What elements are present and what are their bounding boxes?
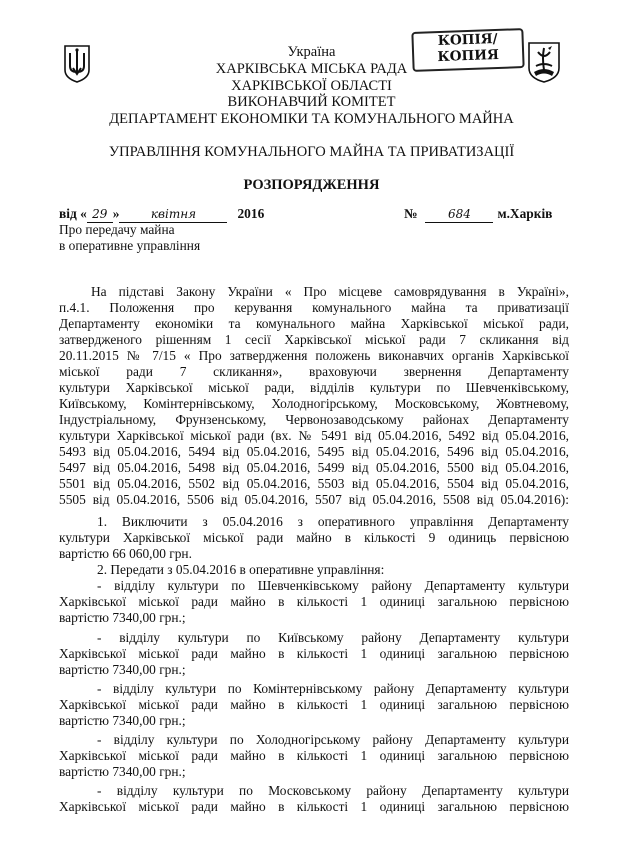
body-line: вартістю 7340,00 грн.; (59, 610, 186, 625)
body-line: п.4.1. Положення про керування комунального майна та приватизації (59, 300, 569, 315)
body-line: 5493 від 05.04.2016, 5494 від 05.04.2016, 5495 від 05.04.2016, 5496 від 05.04.2016, (59, 444, 569, 459)
body-line: 5505 від 05.04.2016, 5506 від 05.04.2016, 5507 від 05.04.2016, 5508 від 05.04.2016): (59, 492, 569, 507)
body-line: затвердженого рішенням 1 сесії Харківської міської ради 7 скликання від (59, 332, 569, 347)
body-line: вартістю 7340,00 грн.; (59, 662, 186, 677)
document-number: 684 (448, 207, 471, 221)
body-line: 2. Передати з 05.04.2016 в оперативне управління: (97, 562, 385, 577)
header-directorate: УПРАВЛІННЯ КОМУНАЛЬНОГО МАЙНА ТА ПРИВАТИЗАЦІЇ (108, 144, 515, 160)
body-line: культури Харківської міської ради, відділів культури по Шевченківському, (59, 380, 569, 395)
body-line: 5501 від 05.04.2016, 5502 від 05.04.2016, 5503 від 05.04.2016, 5504 від 05.04.2016, (59, 476, 569, 491)
body-line: - відділу культури по Шевченківському району Департаменту культури (97, 578, 569, 593)
header-country: Україна (287, 44, 336, 60)
body-line: 5497 від 05.04.2016, 5498 від 05.04.2016, 5499 від 05.04.2016, 5500 від 05.04.2016, (59, 460, 569, 475)
header-council: ХАРКІВСЬКА МІСЬКА РАДА (215, 61, 408, 77)
body-line: Харківської міської ради майно в кількості 1 одиниці загальною первісною (59, 594, 569, 609)
body-line: - відділу культури по Холодногірському району Департаменту культури (97, 732, 569, 747)
body-line: На підставі Закону України « Про місцеве самоврядування в Україні», (91, 284, 569, 299)
body-line: Департаменту економіки та комунального майна Харківської міської ради, (59, 316, 569, 331)
copy-stamp-line2: КОПИЯ (437, 46, 500, 66)
body-line: культури Харківської міської ради майно в кількості 9 одиниць первісною (59, 530, 569, 545)
body-line: культури Харківської міської ради (вх. № 5491 від 05.04.2016, 5492 від 05.04.2016, (59, 428, 569, 443)
date-year: 2016 (237, 206, 265, 221)
body-line: вартістю 66 060,00 грн. (59, 546, 192, 561)
copy-stamp-line1: КОПІЯ/ (437, 30, 498, 50)
body-line: - відділу культури по Московському району Департаменту культури (97, 783, 569, 798)
body-line: - відділу культури по Київському району Департаменту культури (97, 630, 569, 645)
date-line (59, 206, 264, 223)
body-line: вартістю 7340,00 грн.; (59, 713, 186, 728)
body-line: вартістю 7340,00 грн.; (59, 764, 186, 779)
body-line: 1. Виключити з 05.04.2016 з оперативного управління Департаменту (97, 514, 569, 529)
number-label: № (404, 206, 418, 221)
subject-line-2: в оперативне управління (59, 238, 201, 253)
body-line: Харківської міської ради майно в кількості 1 одиниці загальною первісною (59, 748, 569, 763)
body-line: міської ради 7 скликання», враховуючи звернення Департаменту (59, 364, 569, 379)
header-committee: ВИКОНАВЧИЙ КОМІТЕТ (227, 94, 396, 110)
body-line: 20.11.2015 № 7/15 « Про затвердження положень виконавчих органів Харківської (59, 348, 569, 363)
body-line: Харківської міської ради майно в кількості 1 одиниці загальною первісною (59, 697, 569, 712)
date-prefix: від « (59, 206, 87, 221)
number-line (404, 206, 552, 223)
body-line: - відділу культури по Комінтернівському району Департаменту культури (97, 681, 569, 696)
body-line: Київському, Комінтернівському, Холодногірському, Московському, Жовтневому, (59, 396, 569, 411)
header-department: ДЕПАРТАМЕНТ ЕКОНОМІКИ ТА КОМУНАЛЬНОГО МАЙНА (109, 111, 514, 127)
date-month: квітня (150, 207, 197, 221)
document-title: РОЗПОРЯДЖЕННЯ (243, 177, 380, 193)
body-line: Харківської міської ради майно в кількості 1 одиниці загальною первісною (59, 646, 569, 661)
header-region: ХАРКІВСЬКОЇ ОБЛАСТІ (231, 78, 392, 94)
date-sep: » (112, 206, 120, 221)
body-line: Харківської міської ради майно в кількості 1 одиниці загальною первісною (59, 799, 569, 814)
subject-line-1: Про передачу майна (59, 222, 175, 237)
city: м.Харків (497, 206, 553, 221)
body-line: Індустріальному, Фрунзенському, Червонозаводському районах Департаменту (59, 412, 569, 427)
date-day: 29 (92, 207, 108, 221)
